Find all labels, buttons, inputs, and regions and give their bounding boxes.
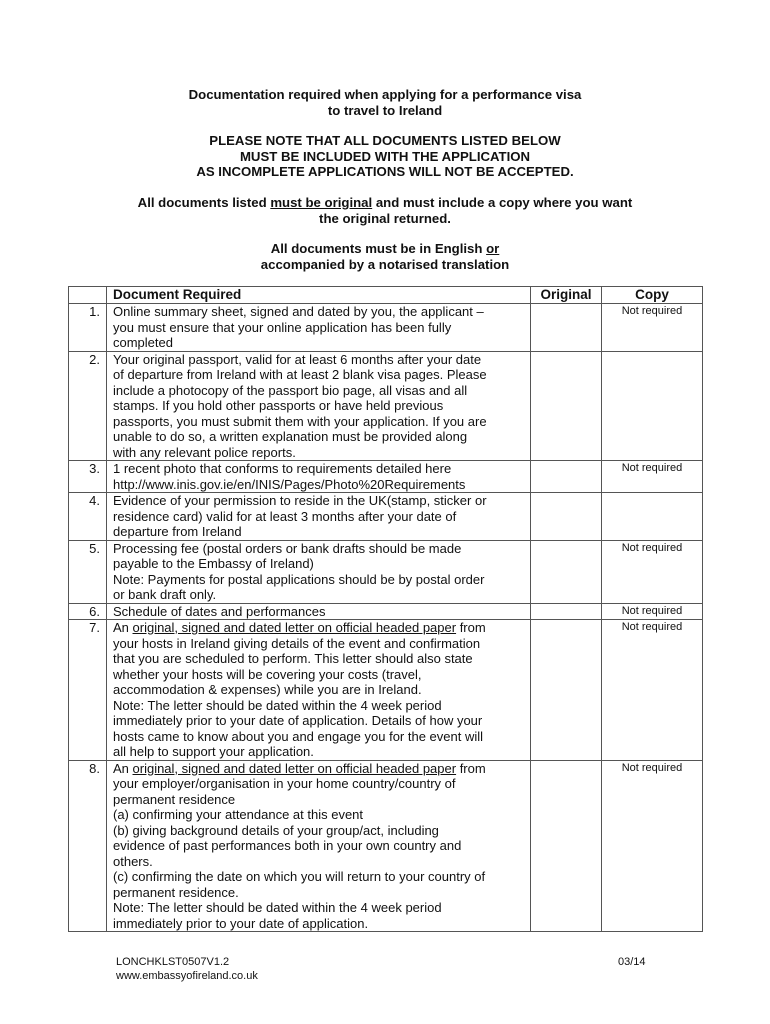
row-line: Online summary sheet, signed and dated by you, the applicant –: [113, 304, 484, 319]
row-number: 8.: [69, 760, 107, 932]
row-copy-cell: Not required: [602, 461, 703, 493]
title-line-1: Documentation required when applying for a performance visa: [188, 87, 582, 102]
english-line-2: accompanied by a notarised translation: [260, 256, 510, 272]
row-line: [113, 761, 526, 777]
row-line: Your original passport, valid for at least 6 months after your date: [113, 351, 482, 367]
row-line: Note: The letter should be dated within the 4 week period: [113, 697, 442, 713]
title-line-2: to travel to Ireland: [327, 102, 443, 118]
row-document-text: [107, 493, 531, 541]
row-number: 5.: [69, 540, 107, 603]
row-number: 4.: [69, 493, 107, 541]
row-copy-cell: [602, 493, 703, 541]
originals-post: and must include a copy where you want: [372, 195, 633, 210]
row-line: 1 recent photo that conforms to requirements detailed here: [113, 461, 452, 476]
row-line: Schedule of dates and performances: [113, 603, 326, 619]
row-original-cell: [531, 540, 602, 603]
row-line: include a photocopy of the passport bio page, all visas and all: [113, 382, 468, 398]
footer-code: LONCHKLST0507V1.2: [116, 956, 230, 968]
row-line: [113, 620, 526, 636]
table-row: [69, 304, 703, 352]
row-line: hosts came to know about you and engage you for the event will: [113, 728, 484, 744]
row-line: departure from Ireland: [113, 524, 242, 539]
english-note: [0, 241, 770, 272]
originals-line-1: [0, 195, 770, 211]
row-original-cell: [531, 493, 602, 541]
table-row: [69, 760, 703, 932]
originals-underlined: must be original: [270, 195, 373, 210]
row-original-cell: [531, 461, 602, 493]
row-line: others.: [113, 853, 153, 869]
row-copy-cell: [602, 351, 703, 461]
row-document-text: [107, 620, 531, 761]
row-line-underlined: original, signed and dated letter on official headed paper: [132, 620, 457, 635]
row-line: http://www.inis.gov.ie/en/INIS/Pages/Photo%20Requirements: [113, 476, 466, 492]
row-line: Note: The letter should be dated within the 4 week period: [113, 900, 442, 915]
row-number: 2.: [69, 351, 107, 461]
table-row: [69, 461, 703, 493]
header-original: Original: [531, 287, 602, 304]
originals-pre: All documents listed: [137, 195, 271, 210]
row-document-text: [107, 351, 531, 461]
row-line: that you are scheduled to perform. This letter should also state: [113, 651, 473, 666]
row-document-text: [107, 304, 531, 352]
row-line: passports, you must submit them with your application. If you are: [113, 413, 487, 429]
row-line: Processing fee (postal orders or bank drafts should be made: [113, 540, 462, 556]
footer-website: www.embassyofireland.co.uk: [116, 970, 258, 982]
documents-table: [68, 286, 703, 932]
row-number: 3.: [69, 461, 107, 493]
row-line-pre: An: [113, 760, 133, 776]
table-row: [69, 540, 703, 603]
row-line: evidence of past performances both in your own country and: [113, 838, 462, 853]
row-copy-cell: Not required: [602, 603, 703, 620]
notice-line-2: MUST BE INCLUDED WITH THE APPLICATION: [239, 148, 531, 164]
row-line: unable to do so, a written explanation must be provided along: [113, 429, 468, 444]
row-line-underlined: original, signed and dated letter on official headed paper: [132, 760, 457, 776]
footer-left: [116, 955, 258, 983]
document-title: [0, 87, 770, 118]
header-document-required: Document Required: [107, 287, 531, 304]
row-line: immediately prior to your date of application. Details of how your: [113, 713, 483, 728]
row-line-pre: An: [113, 620, 133, 635]
header-copy: Copy: [602, 287, 703, 304]
english-line-1: [0, 241, 770, 257]
row-number: 1.: [69, 304, 107, 352]
table-row: [69, 351, 703, 461]
row-line: (c) confirming the date on which you will return to your country of: [113, 869, 486, 884]
row-line: your hosts in Ireland giving details of the event and confirmation: [113, 635, 481, 651]
row-line: permanent residence: [113, 791, 236, 807]
footer-date: 03/14: [618, 956, 646, 968]
row-line-post: from: [456, 620, 486, 635]
notice-line-1: PLEASE NOTE THAT ALL DOCUMENTS LISTED BELOW: [209, 133, 561, 148]
row-document-text: [107, 540, 531, 603]
row-line: permanent residence.: [113, 884, 239, 900]
row-original-cell: [531, 620, 602, 761]
row-copy-cell: Not required: [602, 620, 703, 761]
originals-line-2: the original returned.: [319, 210, 451, 226]
row-line: Evidence of your permission to reside in the UK(stamp, sticker or: [113, 493, 487, 508]
row-line: all help to support your application.: [113, 744, 314, 759]
row-line: you must ensure that your online application has been fully: [113, 319, 452, 335]
row-line: or bank draft only.: [113, 587, 217, 602]
english-underlined: or: [486, 241, 500, 256]
row-copy-cell: Not required: [602, 760, 703, 932]
row-line: whether your hosts will be covering your costs (travel,: [113, 666, 422, 682]
notice-block: [0, 133, 770, 180]
row-original-cell: [531, 760, 602, 932]
english-pre: All documents must be in English: [270, 241, 487, 256]
row-line-post: from: [456, 760, 486, 776]
row-document-text: [107, 760, 531, 932]
row-line: stamps. If you hold other passports or have held previous: [113, 398, 444, 413]
row-line: accommodation & expenses) while you are in Ireland.: [113, 682, 422, 697]
row-original-cell: [531, 304, 602, 352]
row-number: 6.: [69, 603, 107, 620]
notice-line-3: AS INCOMPLETE APPLICATIONS WILL NOT BE ACCEPTED.: [196, 164, 574, 179]
row-line: residence card) valid for at least 3 months after your date of: [113, 508, 457, 524]
row-line: payable to the Embassy of Ireland): [113, 556, 314, 571]
row-line: Note: Payments for postal applications should be by postal order: [113, 571, 485, 587]
table-header-row: [69, 287, 703, 304]
row-line: immediately prior to your date of application.: [113, 915, 369, 931]
row-line: your employer/organisation in your home country/country of: [113, 776, 456, 791]
header-number-cell: [69, 287, 107, 304]
row-number: 7.: [69, 620, 107, 761]
table-row: [69, 620, 703, 761]
row-document-text: [107, 603, 531, 620]
row-line: completed: [113, 335, 173, 350]
row-document-text: [107, 461, 531, 493]
row-line: (b) giving background details of your group/act, including: [113, 822, 439, 838]
row-copy-cell: Not required: [602, 540, 703, 603]
table-row: [69, 603, 703, 620]
row-line: of departure from Ireland with at least 2 blank visa pages. Please: [113, 367, 487, 382]
row-copy-cell: Not required: [602, 304, 703, 352]
row-original-cell: [531, 351, 602, 461]
originals-note: [0, 195, 770, 226]
row-original-cell: [531, 603, 602, 620]
table-row: [69, 493, 703, 541]
row-line: (a) confirming your attendance at this event: [113, 807, 364, 822]
row-line: with any relevant police reports.: [113, 444, 296, 460]
